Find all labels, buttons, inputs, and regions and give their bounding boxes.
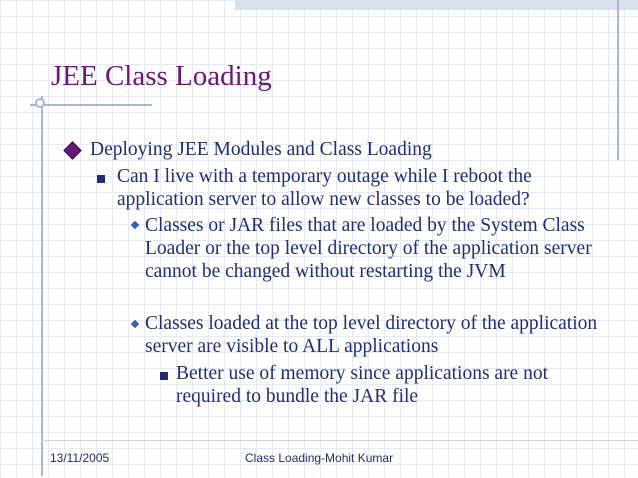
square-bullet-icon (160, 372, 168, 380)
bullet-level1: Deploying JEE Modules and Class Loading (90, 139, 432, 160)
square-bullet-icon (97, 175, 105, 183)
bullet-level3-a: Classes or JAR files that are loaded by the System Class Loader or the top level directory of the application server cannot be changed without restarting the JVM (145, 215, 592, 282)
bullet-level2: Can I live with a temporary outage while I reboot the application server to allow new classes to be loaded? (117, 166, 532, 210)
diamond-bullet-icon (63, 141, 81, 159)
footer-date: 13/11/2005 (50, 451, 110, 465)
title-underline-rule (30, 104, 152, 106)
small-diamond-bullet-icon (131, 320, 139, 328)
slide-title: JEE Class Loading (51, 60, 272, 92)
top-decorative-band (235, 0, 638, 10)
footer-caption: Class Loading-Mohit Kumar (245, 451, 394, 465)
bullet-level4: Better use of memory since applications are not required to bundle the JAR file (176, 363, 549, 407)
right-decorative-rule (617, 0, 619, 160)
bullet-level3-b: Classes loaded at the top level directory of the application server are visible to ALL applications (145, 313, 598, 357)
footer-rule (41, 440, 638, 441)
small-diamond-bullet-icon (131, 221, 139, 229)
crosshair-ring-icon (35, 98, 45, 108)
left-decorative-rule (41, 96, 43, 476)
